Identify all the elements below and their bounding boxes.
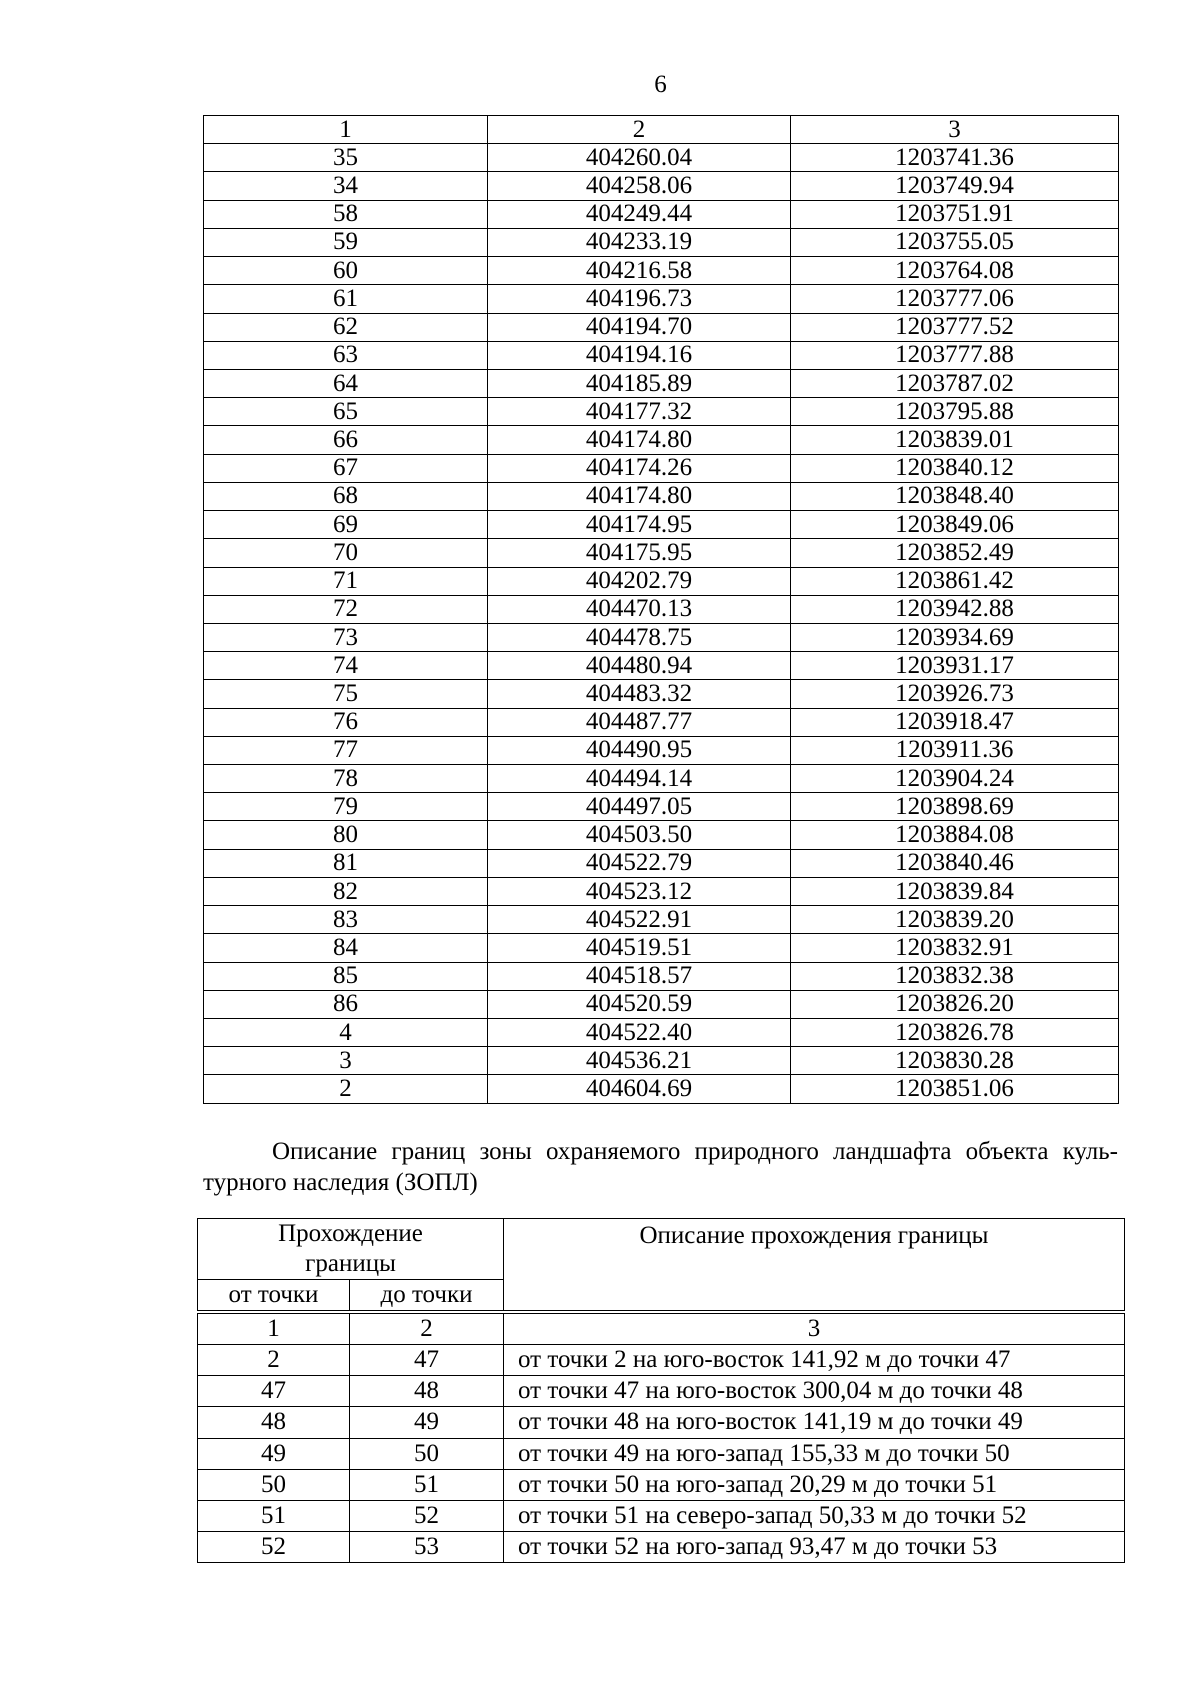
column-number-2: 2 [350, 1314, 504, 1345]
point-number-cell: 72 [204, 595, 488, 623]
y-coordinate-cell: 1203839.01 [791, 426, 1119, 454]
from-point-cell: 49 [198, 1438, 350, 1469]
x-coordinate-cell: 404536.21 [488, 1047, 791, 1075]
table-row [198, 1345, 1125, 1376]
to-point-cell: 52 [350, 1500, 504, 1531]
y-coordinate-cell: 1203826.78 [791, 1019, 1119, 1047]
x-coordinate-cell: 404174.95 [488, 511, 791, 539]
point-number-cell: 79 [204, 793, 488, 821]
y-coordinate-cell: 1203884.08 [791, 821, 1119, 849]
table-row [204, 341, 1119, 369]
x-coordinate-cell: 404196.73 [488, 285, 791, 313]
table-row [204, 454, 1119, 482]
y-coordinate-cell: 1203904.24 [791, 765, 1119, 793]
paragraph-line-1: Описание границ зоны охраняемого природного ландшафта объекта куль- [272, 1138, 1118, 1165]
table-row [204, 567, 1119, 595]
x-coordinate-cell: 404177.32 [488, 398, 791, 426]
table-row [204, 285, 1119, 313]
paragraph-line-2: турного наследия (ЗОПЛ) [203, 1169, 478, 1196]
coordinates-table [203, 115, 1119, 1104]
table-row [204, 736, 1119, 764]
table-header-row [204, 116, 1119, 144]
y-coordinate-cell: 1203830.28 [791, 1047, 1119, 1075]
point-number-cell: 64 [204, 369, 488, 397]
x-coordinate-cell: 404490.95 [488, 736, 791, 764]
column-number-1: 1 [204, 116, 488, 144]
x-coordinate-cell: 404497.05 [488, 793, 791, 821]
x-coordinate-cell: 404194.70 [488, 313, 791, 341]
description-cell: от точки 49 на юго-запад 155,33 м до точки 50 [504, 1438, 1125, 1469]
point-number-cell: 75 [204, 680, 488, 708]
x-coordinate-cell: 404503.50 [488, 821, 791, 849]
point-number-cell: 35 [204, 144, 488, 172]
x-coordinate-cell: 404174.80 [488, 426, 791, 454]
x-coordinate-cell: 404260.04 [488, 144, 791, 172]
description-cell: от точки 52 на юго-запад 93,47 м до точки 53 [504, 1531, 1125, 1562]
from-point-cell: 2 [198, 1345, 350, 1376]
table-row [204, 539, 1119, 567]
point-number-cell: 82 [204, 877, 488, 905]
x-coordinate-cell: 404194.16 [488, 341, 791, 369]
table-row [204, 398, 1119, 426]
point-number-cell: 74 [204, 652, 488, 680]
x-coordinate-cell: 404470.13 [488, 595, 791, 623]
x-coordinate-cell: 404249.44 [488, 200, 791, 228]
description-cell: от точки 2 на юго-восток 141,92 м до точки 47 [504, 1345, 1125, 1376]
y-coordinate-cell: 1203852.49 [791, 539, 1119, 567]
from-point-cell: 52 [198, 1531, 350, 1562]
y-coordinate-cell: 1203755.05 [791, 228, 1119, 256]
table-row [204, 200, 1119, 228]
table-row [198, 1531, 1125, 1562]
x-coordinate-cell: 404494.14 [488, 765, 791, 793]
to-point-cell: 47 [350, 1345, 504, 1376]
point-number-cell: 71 [204, 567, 488, 595]
column-numbers-row [198, 1314, 1125, 1345]
table-row [204, 1019, 1119, 1047]
table-row [204, 652, 1119, 680]
y-coordinate-cell: 1203839.20 [791, 906, 1119, 934]
table-row [204, 369, 1119, 397]
y-coordinate-cell: 1203832.91 [791, 934, 1119, 962]
point-number-cell: 59 [204, 228, 488, 256]
x-coordinate-cell: 404185.89 [488, 369, 791, 397]
table-row [198, 1500, 1125, 1531]
y-coordinate-cell: 1203931.17 [791, 652, 1119, 680]
y-coordinate-cell: 1203787.02 [791, 369, 1119, 397]
page-number: 6 [654, 71, 667, 98]
header-boundary-passage-label: Прохождение границы [278, 1220, 423, 1277]
x-coordinate-cell: 404520.59 [488, 990, 791, 1018]
point-number-cell: 34 [204, 172, 488, 200]
to-point-cell: 48 [350, 1376, 504, 1407]
point-number-cell: 70 [204, 539, 488, 567]
y-coordinate-cell: 1203764.08 [791, 257, 1119, 285]
point-number-cell: 86 [204, 990, 488, 1018]
column-number-3: 3 [504, 1314, 1125, 1345]
y-coordinate-cell: 1203918.47 [791, 708, 1119, 736]
y-coordinate-cell: 1203849.06 [791, 511, 1119, 539]
point-number-cell: 62 [204, 313, 488, 341]
y-coordinate-cell: 1203777.52 [791, 313, 1119, 341]
table-row [204, 962, 1119, 990]
point-number-cell: 80 [204, 821, 488, 849]
table-row [204, 144, 1119, 172]
point-number-cell: 69 [204, 511, 488, 539]
description-cell: от точки 51 на северо-запад 50,33 м до точки 52 [504, 1500, 1125, 1531]
table-row [204, 257, 1119, 285]
y-coordinate-cell: 1203777.88 [791, 341, 1119, 369]
point-number-cell: 4 [204, 1019, 488, 1047]
x-coordinate-cell: 404518.57 [488, 962, 791, 990]
y-coordinate-cell: 1203826.20 [791, 990, 1119, 1018]
y-coordinate-cell: 1203751.91 [791, 200, 1119, 228]
table-row [198, 1469, 1125, 1500]
x-coordinate-cell: 404174.80 [488, 482, 791, 510]
column-number-1: 1 [198, 1314, 350, 1345]
from-point-cell: 50 [198, 1469, 350, 1500]
point-number-cell: 68 [204, 482, 488, 510]
y-coordinate-cell: 1203839.84 [791, 877, 1119, 905]
to-point-cell: 53 [350, 1531, 504, 1562]
header-from-point: от точки [198, 1280, 350, 1311]
point-number-cell: 83 [204, 906, 488, 934]
x-coordinate-cell: 404478.75 [488, 623, 791, 651]
x-coordinate-cell: 404174.26 [488, 454, 791, 482]
table-row [204, 680, 1119, 708]
table-row [204, 793, 1119, 821]
table-row [198, 1438, 1125, 1469]
point-number-cell: 81 [204, 849, 488, 877]
point-number-cell: 2 [204, 1075, 488, 1104]
table-row [204, 426, 1119, 454]
point-number-cell: 3 [204, 1047, 488, 1075]
point-number-cell: 63 [204, 341, 488, 369]
y-coordinate-cell: 1203749.94 [791, 172, 1119, 200]
table-row [204, 623, 1119, 651]
table-row [204, 990, 1119, 1018]
point-number-cell: 73 [204, 623, 488, 651]
point-number-cell: 77 [204, 736, 488, 764]
table-row [204, 1047, 1119, 1075]
column-number-2: 2 [488, 116, 791, 144]
point-number-cell: 60 [204, 257, 488, 285]
table-row [204, 821, 1119, 849]
x-coordinate-cell: 404522.91 [488, 906, 791, 934]
x-coordinate-cell: 404233.19 [488, 228, 791, 256]
x-coordinate-cell: 404523.12 [488, 877, 791, 905]
y-coordinate-cell: 1203840.12 [791, 454, 1119, 482]
y-coordinate-cell: 1203848.40 [791, 482, 1119, 510]
point-number-cell: 61 [204, 285, 488, 313]
description-cell: от точки 50 на юго-запад 20,29 м до точки 51 [504, 1469, 1125, 1500]
y-coordinate-cell: 1203795.88 [791, 398, 1119, 426]
point-number-cell: 84 [204, 934, 488, 962]
table-row [204, 595, 1119, 623]
to-point-cell: 50 [350, 1438, 504, 1469]
x-coordinate-cell: 404519.51 [488, 934, 791, 962]
y-coordinate-cell: 1203777.06 [791, 285, 1119, 313]
y-coordinate-cell: 1203861.42 [791, 567, 1119, 595]
point-number-cell: 58 [204, 200, 488, 228]
table-row [204, 708, 1119, 736]
table-row [204, 877, 1119, 905]
from-point-cell: 51 [198, 1500, 350, 1531]
to-point-cell: 51 [350, 1469, 504, 1500]
point-number-cell: 78 [204, 765, 488, 793]
from-point-cell: 48 [198, 1407, 350, 1438]
point-number-cell: 65 [204, 398, 488, 426]
x-coordinate-cell: 404175.95 [488, 539, 791, 567]
y-coordinate-cell: 1203942.88 [791, 595, 1119, 623]
y-coordinate-cell: 1203911.36 [791, 736, 1119, 764]
boundary-description-table [197, 1313, 1125, 1563]
point-number-cell: 66 [204, 426, 488, 454]
x-coordinate-cell: 404258.06 [488, 172, 791, 200]
x-coordinate-cell: 404216.58 [488, 257, 791, 285]
y-coordinate-cell: 1203741.36 [791, 144, 1119, 172]
table-row [204, 313, 1119, 341]
from-point-cell: 47 [198, 1376, 350, 1407]
y-coordinate-cell: 1203851.06 [791, 1075, 1119, 1104]
description-cell: от точки 48 на юго-восток 141,19 м до точки 49 [504, 1407, 1125, 1438]
description-cell: от точки 47 на юго-восток 300,04 м до точки 48 [504, 1376, 1125, 1407]
to-point-cell: 49 [350, 1407, 504, 1438]
column-number-3: 3 [791, 116, 1119, 144]
table-row [204, 849, 1119, 877]
table-row [204, 1075, 1119, 1104]
table-row [198, 1376, 1125, 1407]
x-coordinate-cell: 404487.77 [488, 708, 791, 736]
point-number-cell: 85 [204, 962, 488, 990]
table-row [204, 906, 1119, 934]
header-boundary-passage [198, 1219, 504, 1280]
table-row [204, 172, 1119, 200]
header-to-point: до точки [350, 1280, 504, 1311]
table-row [204, 765, 1119, 793]
x-coordinate-cell: 404522.40 [488, 1019, 791, 1047]
table-row [204, 511, 1119, 539]
x-coordinate-cell: 404480.94 [488, 652, 791, 680]
table-row [198, 1407, 1125, 1438]
x-coordinate-cell: 404202.79 [488, 567, 791, 595]
y-coordinate-cell: 1203832.38 [791, 962, 1119, 990]
x-coordinate-cell: 404522.79 [488, 849, 791, 877]
y-coordinate-cell: 1203926.73 [791, 680, 1119, 708]
point-number-cell: 76 [204, 708, 488, 736]
x-coordinate-cell: 404483.32 [488, 680, 791, 708]
header-row-1 [198, 1219, 1125, 1280]
table-row [204, 482, 1119, 510]
boundary-table-header [197, 1218, 1125, 1311]
y-coordinate-cell: 1203934.69 [791, 623, 1119, 651]
x-coordinate-cell: 404604.69 [488, 1075, 791, 1104]
point-number-cell: 67 [204, 454, 488, 482]
table-row [204, 934, 1119, 962]
table-row [204, 228, 1119, 256]
y-coordinate-cell: 1203840.46 [791, 849, 1119, 877]
header-description: Описание прохождения границы [504, 1219, 1125, 1311]
y-coordinate-cell: 1203898.69 [791, 793, 1119, 821]
